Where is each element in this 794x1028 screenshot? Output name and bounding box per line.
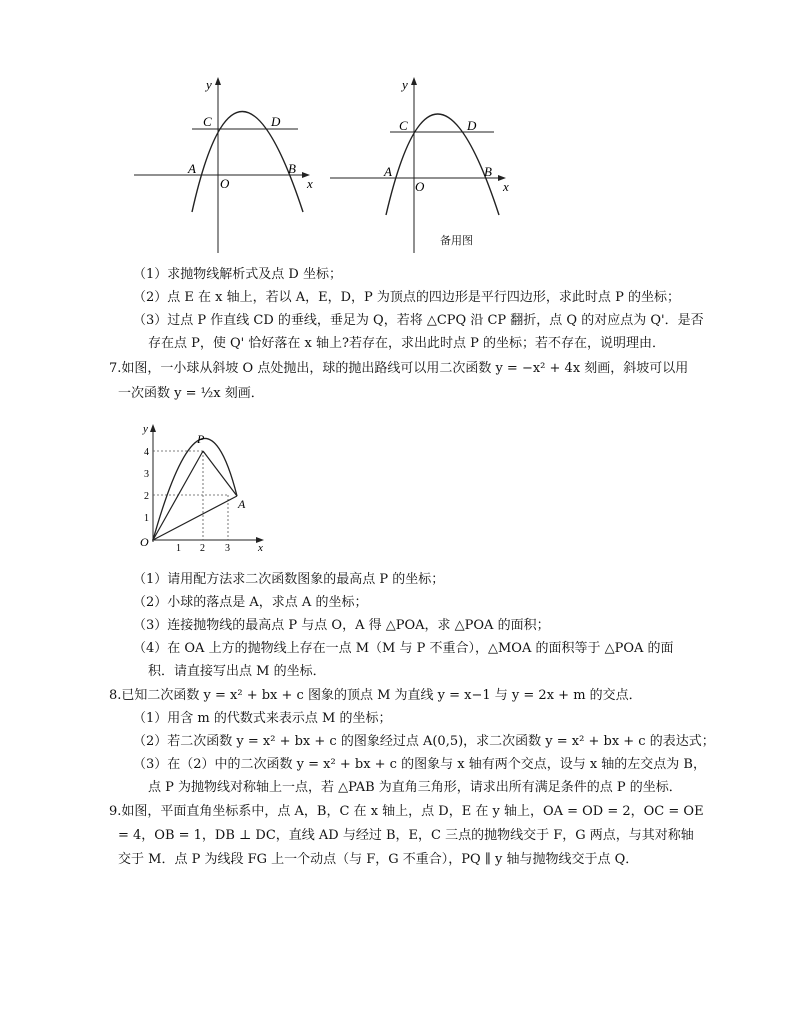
- y-tick-4: 4: [144, 447, 149, 458]
- label-p: P: [197, 432, 205, 446]
- q8-part-2: （2）若二次函数 y = x² + bx + c 的图象经过点 A(0,5)，求二次函数 y = x² + bx + c 的表达式；: [133, 734, 715, 749]
- q7-part-1: （1）请用配方法求二次函数图象的最高点 P 的坐标；: [133, 572, 445, 587]
- label-x: x: [307, 176, 313, 191]
- q6-part-2: （2）点 E 在 x 轴上，若以 A，E，D，P 为顶点的四边形是平行四边形，求此时点 P 的坐标；: [133, 290, 680, 305]
- q7-part-3: （3）连接抛物线的最高点 P 与点 O，A 得 △POA，求 △POA 的面积；: [133, 618, 550, 633]
- label-d: D: [467, 118, 477, 133]
- label-b: B: [288, 161, 296, 176]
- segment-pa: [203, 451, 237, 496]
- label-y: y: [206, 77, 212, 92]
- y-tick-3: 3: [144, 469, 149, 480]
- q8-stem: 8.已知二次函数 y = x² + bx + c 图象的顶点 M 为直线 y = x−1 与 y = 2x + m 的交点．: [109, 688, 642, 703]
- y-axis-arrow: [411, 77, 417, 85]
- q6-part-3-line-2: 存在点 P，使 Q' 恰好落在 x 轴上?若存在，求出此时点 P 的坐标；若不存在，说明理由．: [148, 336, 665, 351]
- label-c: C: [399, 118, 408, 133]
- label-y: y: [402, 77, 408, 92]
- label-x: x: [258, 542, 263, 554]
- parabola-curve: [153, 438, 237, 540]
- y-tick-2: 2: [144, 491, 149, 502]
- q7-stem-line-2: 一次函数 y = ½x 刻画．: [118, 386, 264, 401]
- q8-part-3-line-1: （3）在（2）中的二次函数 y = x² + bx + c 的图象与 x 轴有两个交点，设与 x 轴的左交点为 B，: [133, 757, 706, 772]
- q7-part-2: （2）小球的落点是 A，求点 A 的坐标；: [133, 595, 368, 610]
- label-b: B: [484, 164, 492, 179]
- label-a: A: [238, 497, 246, 511]
- q6-part-1: （1）求抛物线解析式及点 D 坐标；: [133, 267, 342, 282]
- label-o: O: [415, 179, 425, 194]
- y-tick-1: 1: [144, 513, 149, 524]
- label-a: A: [188, 161, 196, 176]
- x-tick-1: 1: [176, 543, 181, 554]
- figure-2-caption: 备用图: [440, 234, 473, 247]
- q8-part-3-line-2: 点 P 为抛物线对称轴上一点，若 △PAB 为直角三角形，请求出所有满足条件的点 P 的坐标．: [148, 780, 682, 795]
- q7-stem-line-1: 7.如图，一小球从斜坡 O 点处抛出，球的抛出路线可以用二次函数 y = −x² + 4x 刻画，斜坡可以用: [109, 361, 689, 376]
- label-y: y: [143, 423, 148, 435]
- q9-line-2: = 4，OB = 1，DB ⊥ DC，直线 AD 与经过 B，E，C 三点的抛物线交于 F，G 两点，与其对称轴: [118, 828, 694, 843]
- figure-1-parabola: [130, 75, 330, 255]
- label-o: O: [220, 176, 230, 191]
- x-tick-2: 2: [200, 543, 205, 554]
- x-tick-3: 3: [225, 543, 230, 554]
- q9-line-3: 交于 M．点 P 为线段 FG 上一个动点（与 F，G 不重合），PQ ∥ y 轴与抛物线交于点 Q．: [118, 852, 639, 867]
- q7-part-4-line-2: 积．请直接写出点 M 的坐标．: [148, 664, 326, 679]
- q9-line-1: 9.如图，平面直角坐标系中，点 A，B，C 在 x 轴上，点 D，E 在 y 轴上，OA = OD = 2，OC = OE: [109, 804, 704, 819]
- y-axis-arrow: [215, 77, 221, 85]
- figure-3-ball-trajectory: [136, 420, 276, 555]
- y-axis-arrow: [150, 424, 156, 432]
- label-d: D: [271, 114, 281, 129]
- q6-part-3-line-1: （3）过点 P 作直线 CD 的垂线，垂足为 Q，若将 △CPQ 沿 CP 翻折，点 Q 的对应点为 Q'．是否: [133, 313, 704, 328]
- grid-guides: [153, 451, 228, 540]
- label-a: A: [384, 164, 392, 179]
- q7-part-4-line-1: （4）在 OA 上方的抛物线上存在一点 M（M 与 P 不重合），△MOA 的面积等于 △POA 的面: [133, 641, 674, 656]
- label-c: C: [203, 114, 212, 129]
- q8-part-1: （1）用含 m 的代数式来表示点 M 的坐标；: [133, 711, 392, 726]
- figure-2-spare-parabola: [326, 75, 526, 255]
- label-x: x: [503, 179, 509, 194]
- label-o: O: [140, 535, 149, 549]
